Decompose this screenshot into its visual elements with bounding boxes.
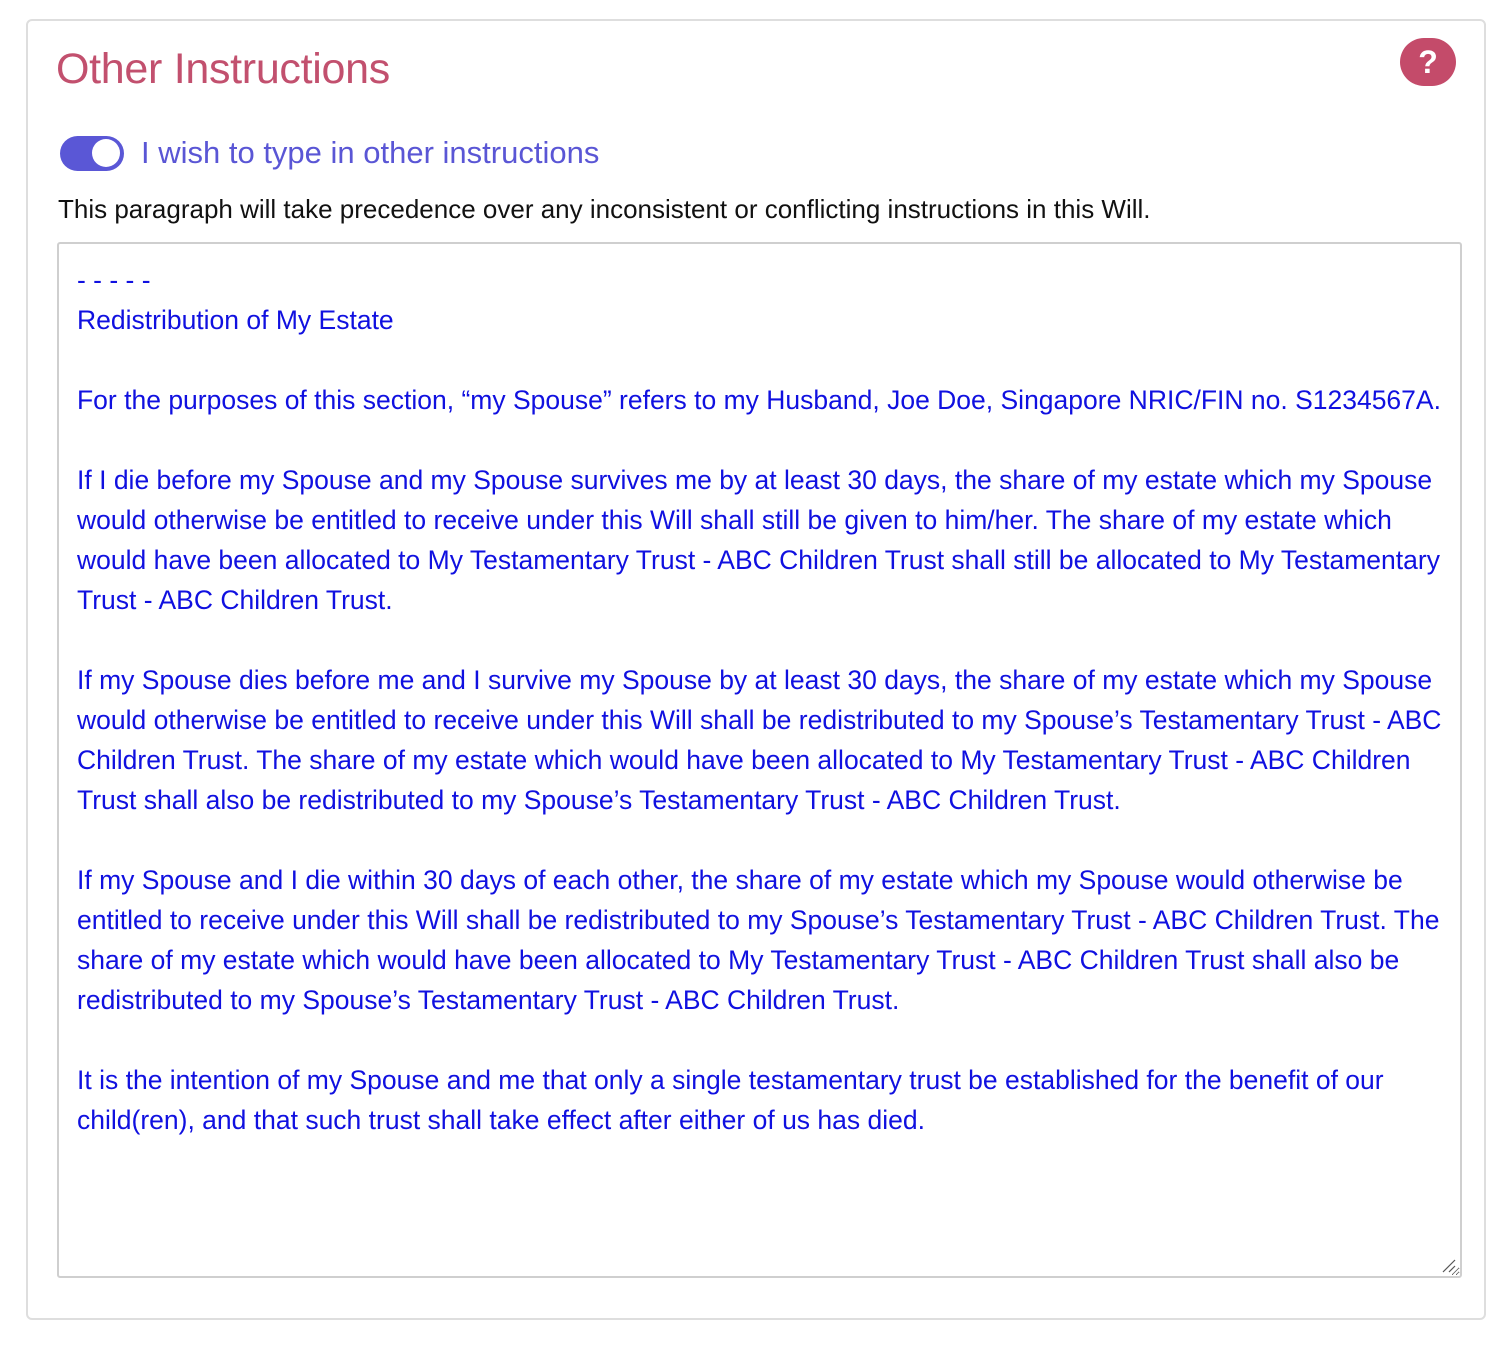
toggle-label[interactable]: I wish to type in other instructions	[141, 135, 600, 170]
other-instructions-textarea[interactable]	[57, 242, 1462, 1278]
help-button[interactable]	[1400, 38, 1456, 86]
section-title: Other Instructions	[56, 45, 390, 93]
precedence-note: This paragraph will take precedence over any inconsistent or conflicting instructions in this Will.	[58, 194, 1151, 224]
toggle-knob	[92, 139, 120, 167]
other-instructions-card	[26, 19, 1486, 1320]
other-instructions-toggle[interactable]	[60, 136, 124, 171]
question-mark-icon: ?	[1418, 43, 1438, 80]
other-instructions-toggle-row	[60, 133, 599, 173]
resize-handle-icon[interactable]	[1440, 1257, 1456, 1273]
